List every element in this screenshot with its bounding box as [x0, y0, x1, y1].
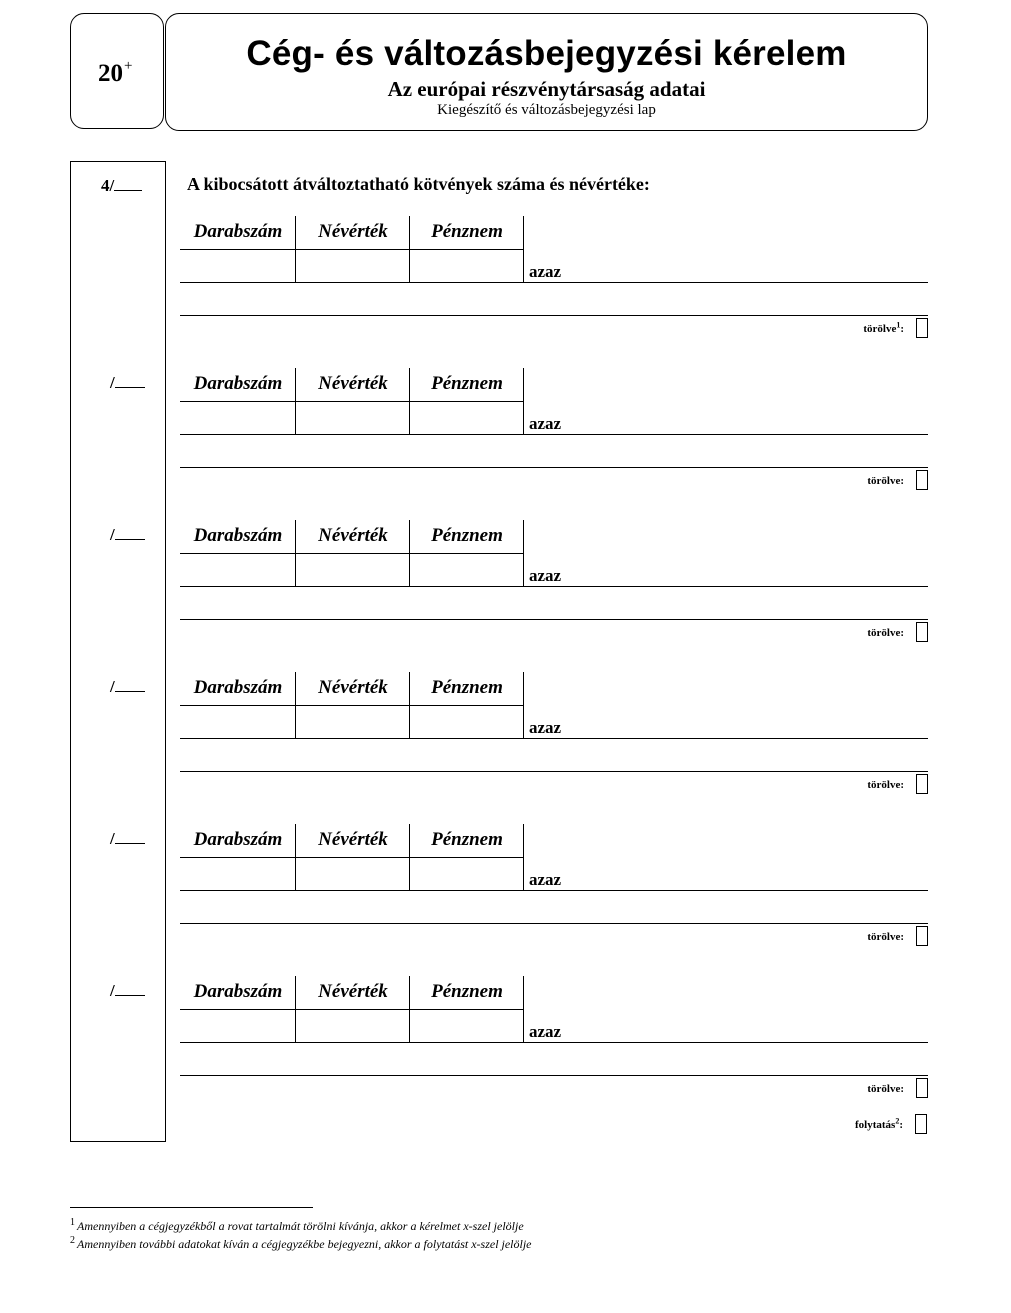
column-header-penznem: Pénznem: [431, 373, 503, 394]
section-heading: A kibocsátott átváltoztatható kötvények száma és névértéke:: [187, 174, 650, 194]
bond-entry: [180, 672, 928, 824]
row-line: [180, 282, 928, 283]
entry-code: /: [110, 829, 145, 849]
column-header-nevertek: Névérték: [318, 981, 388, 1002]
nevertek-field[interactable]: [296, 1010, 409, 1042]
continuation-row: [855, 1114, 927, 1134]
extra-text-field[interactable]: [180, 740, 928, 770]
row-line: [180, 738, 928, 739]
column-header-penznem: Pénznem: [431, 525, 503, 546]
deleted-checkbox[interactable]: [916, 1078, 928, 1098]
row-line: [180, 890, 928, 891]
column-header-nevertek: Névérték: [318, 829, 388, 850]
deleted-checkbox[interactable]: [916, 926, 928, 946]
deleted-row: [867, 774, 928, 796]
entry-code: /: [110, 981, 145, 1001]
footnote-separator: [70, 1207, 313, 1208]
azaz-label: azaz: [529, 414, 562, 433]
bond-entry: [180, 368, 928, 520]
amount-in-words-field[interactable]: [570, 550, 928, 584]
amount-in-words-field[interactable]: [570, 398, 928, 432]
extra-text-field[interactable]: [180, 892, 928, 922]
penznem-field[interactable]: [410, 706, 523, 738]
penznem-field[interactable]: [410, 402, 523, 434]
bond-entry: [180, 216, 928, 368]
bond-entry: [180, 520, 928, 672]
darabszam-field[interactable]: [180, 250, 295, 282]
nevertek-field[interactable]: [296, 250, 409, 282]
row-line: [180, 315, 928, 316]
deleted-label: törölve:: [867, 475, 904, 488]
row-line: [180, 923, 928, 924]
deleted-row: [867, 1078, 928, 1100]
penznem-field[interactable]: [410, 858, 523, 890]
extra-text-field[interactable]: [180, 284, 928, 314]
deleted-label: törölve:: [867, 779, 904, 792]
azaz-label: azaz: [529, 718, 562, 737]
column-header-nevertek: Névérték: [318, 373, 388, 394]
row-line: [180, 1042, 928, 1043]
darabszam-field[interactable]: [180, 858, 295, 890]
column-header-penznem: Pénznem: [431, 677, 503, 698]
column-header-darabszam: Darabszám: [193, 373, 283, 394]
section-code: 4/: [101, 176, 142, 196]
row-line: [180, 771, 928, 772]
bond-entry: [180, 824, 928, 976]
deleted-checkbox[interactable]: [916, 622, 928, 642]
footnote-2: $^2$ Amennyiben további adatokat kíván a cégjegyzékbe bejegyezni, akkor a folytatást x-szel jelölje: [70, 1235, 532, 1251]
column-header-darabszam: Darabszám: [193, 677, 283, 698]
form-subtitle: Az európai részvénytársaság adatai: [387, 77, 706, 101]
deleted-row: [867, 926, 928, 948]
amount-in-words-field[interactable]: [570, 854, 928, 888]
deleted-checkbox[interactable]: [916, 318, 928, 338]
darabszam-field[interactable]: [180, 706, 295, 738]
azaz-label: azaz: [529, 262, 562, 281]
azaz-label: azaz: [529, 566, 562, 585]
column-header-darabszam: Darabszám: [193, 981, 283, 1002]
deleted-row: [867, 622, 928, 644]
row-line: [180, 1075, 928, 1076]
penznem-field[interactable]: [410, 554, 523, 586]
column-header-darabszam: Darabszám: [193, 525, 283, 546]
row-line: [180, 586, 928, 587]
amount-in-words-field[interactable]: [570, 1006, 928, 1040]
deleted-label: törölve:: [867, 1083, 904, 1096]
row-line: [180, 467, 928, 468]
footnote-1: $^1$ Amennyiben a cégjegyzékből a rovat tartalmát törölni kívánja, akkor a kérelmet x-szel jelölje: [70, 1217, 524, 1233]
form-subtitle-secondary: Kiegészítő és változásbejegyzési lap: [437, 102, 656, 118]
azaz-label: azaz: [529, 870, 562, 889]
deleted-row: [867, 470, 928, 492]
nevertek-field[interactable]: [296, 402, 409, 434]
nevertek-field[interactable]: [296, 858, 409, 890]
column-header-nevertek: Névérték: [318, 677, 388, 698]
form-number: 20+: [98, 58, 133, 87]
deleted-row: [863, 318, 928, 340]
form-title: Cég- és változásbejegyzési kérelem: [246, 34, 847, 73]
continuation-label: folytatás$^2$:: [855, 1116, 903, 1132]
darabszam-field[interactable]: [180, 402, 295, 434]
amount-in-words-field[interactable]: [570, 702, 928, 736]
column-header-penznem: Pénznem: [431, 981, 503, 1002]
deleted-label: törölve:: [867, 627, 904, 640]
extra-text-field[interactable]: [180, 1044, 928, 1074]
nevertek-field[interactable]: [296, 706, 409, 738]
deleted-label: törölve:: [867, 931, 904, 944]
deleted-checkbox[interactable]: [916, 774, 928, 794]
entry-code: /: [110, 677, 145, 697]
deleted-checkbox[interactable]: [916, 470, 928, 490]
title-box: [165, 13, 928, 131]
entry-code: /: [110, 525, 145, 545]
column-header-darabszam: Darabszám: [193, 221, 283, 242]
column-header-darabszam: Darabszám: [193, 829, 283, 850]
form-number-box: [70, 13, 164, 129]
column-header-nevertek: Névérték: [318, 221, 388, 242]
deleted-label: törölve$^1$:: [863, 320, 904, 336]
column-header-nevertek: Névérték: [318, 525, 388, 546]
penznem-field[interactable]: [410, 1010, 523, 1042]
darabszam-field[interactable]: [180, 554, 295, 586]
row-line: [180, 434, 928, 435]
extra-text-field[interactable]: [180, 436, 928, 466]
penznem-field[interactable]: [410, 250, 523, 282]
entry-code: /: [110, 373, 145, 393]
bond-entry: [180, 976, 928, 1128]
darabszam-field[interactable]: [180, 1010, 295, 1042]
row-line: [180, 619, 928, 620]
amount-in-words-field[interactable]: [570, 246, 928, 280]
azaz-label: azaz: [529, 1022, 562, 1041]
continuation-checkbox[interactable]: [915, 1114, 927, 1134]
column-header-penznem: Pénznem: [431, 221, 503, 242]
extra-text-field[interactable]: [180, 588, 928, 618]
nevertek-field[interactable]: [296, 554, 409, 586]
column-header-penznem: Pénznem: [431, 829, 503, 850]
